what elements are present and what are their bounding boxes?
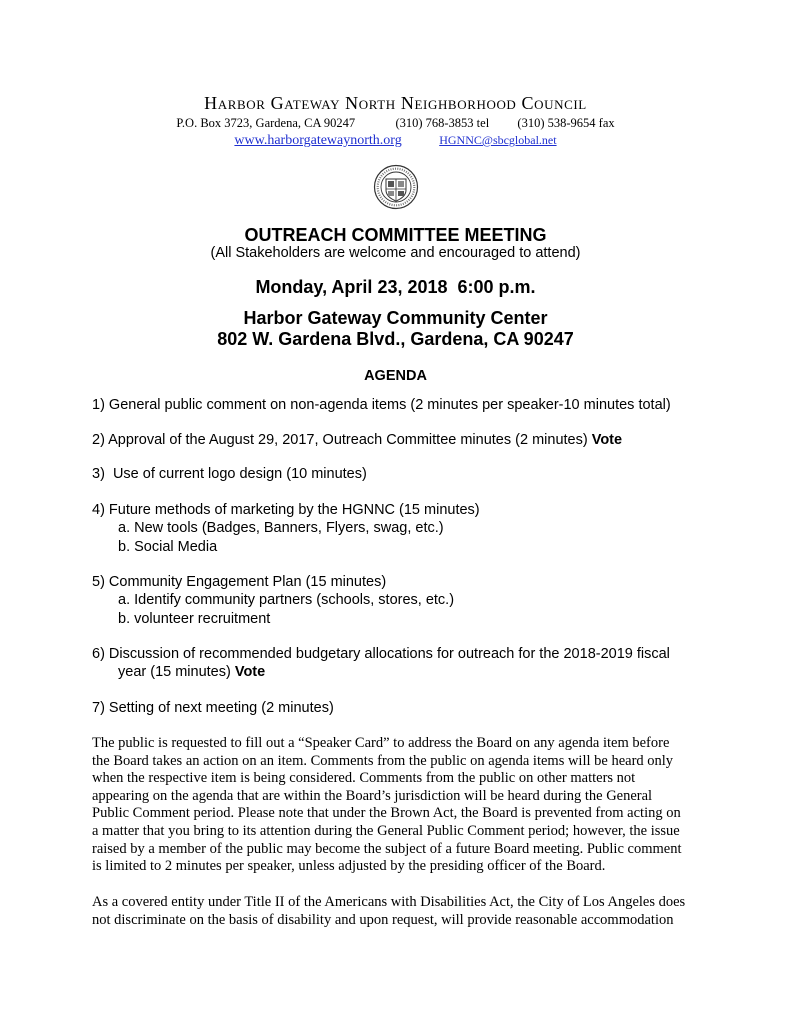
agenda-item-4: 4) Future methods of marketing by the HGNNC (15 minutes) <box>92 502 480 518</box>
venue-address: 802 W. Gardena Blvd., Gardena, CA 90247 <box>217 329 574 349</box>
ada-line: As a covered entity under Title II of the Americans with Disabilities Act, the City of Los Angeles does <box>92 894 686 910</box>
agenda-item-1: 1) General public comment on non-agenda items (2 minutes per speaker-10 minutes total) <box>92 397 671 413</box>
agenda-item-5b: b. volunteer recruitment <box>118 611 271 627</box>
email-link[interactable]: HGNNC@sbcglobal.net <box>439 133 557 147</box>
agenda-item-6-cont <box>118 664 265 680</box>
agenda-item-7: 7) Setting of next meeting (2 minutes) <box>92 700 334 716</box>
agenda-item-6: 6) Discussion of recommended budgetary allocations for outreach for the 2018-2019 fiscal <box>92 646 670 662</box>
notice-line: the Board takes an action on an item. Comments from the public on agenda items will be heard only <box>92 752 674 769</box>
notice-line: is limited to 2 minutes per speaker, unless adjusted by the presiding officer of the Board. <box>92 858 606 875</box>
fax: (310) 538-9654 fax <box>517 116 615 130</box>
agenda-item-5: 5) Community Engagement Plan (15 minutes) <box>92 574 387 590</box>
agenda-item-3: 3) Use of current logo design (10 minutes) <box>92 466 367 482</box>
agenda-item-2 <box>92 432 622 448</box>
ada-notice <box>92 894 732 929</box>
notice-line: raised by a member of the public may become the subject of a future Board meeting. Public comment <box>92 840 682 857</box>
public-comment-notice <box>92 735 732 876</box>
notice-line: appearing on the agenda that are within the Board’s jurisdiction will be heard during the General <box>92 787 653 804</box>
notice-line: when the respective item is being considered. Comments from the public on other matters not <box>92 770 636 787</box>
notice-line: The public is requested to fill out a “Speaker Card” to address the Board on any agenda item before <box>92 735 670 751</box>
contact-line <box>0 116 791 131</box>
notice-line: Public Comment period. Please note that under the Brown Act, the Board is prevented from acting on <box>92 805 681 822</box>
agenda-heading: AGENDA <box>364 368 427 384</box>
agenda-item-2-text: 2) Approval of the August 29, 2017, Outreach Committee minutes (2 minutes) <box>92 432 592 448</box>
meeting-subtitle: (All Stakeholders are welcome and encouraged to attend) <box>210 245 581 261</box>
ada-line: not discriminate on the basis of disability and upon request, will provide reasonable accommodation <box>92 911 674 928</box>
phone: (310) 768-3853 tel <box>395 116 490 130</box>
website-link[interactable]: www.harborgatewaynorth.org <box>234 133 402 148</box>
venue-name: Harbor Gateway Community Center <box>243 308 548 328</box>
agenda-item-4b: b. Social Media <box>118 539 218 555</box>
meeting-title: OUTREACH COMMITTEE MEETING <box>244 225 547 245</box>
org-name: Harbor Gateway North Neighborhood Council <box>204 93 587 113</box>
notice-line: a matter that you bring to its attention during the General Public Comment period; however, the issue <box>92 822 680 839</box>
agenda-item-5a: a. Identify community partners (schools, stores, etc.) <box>118 592 455 608</box>
po-box: P.O. Box 3723, Gardena, CA 90247 <box>176 116 356 130</box>
vote-label: Vote <box>591 432 623 448</box>
city-seal-icon <box>373 164 419 210</box>
agenda-item-6-text: year (15 minutes) <box>118 664 235 680</box>
agenda-item-4a: a. New tools (Badges, Banners, Flyers, swag, etc.) <box>118 520 444 536</box>
links-line <box>0 133 791 149</box>
vote-label: Vote <box>234 664 266 680</box>
meeting-date: Monday, April 23, 2018 6:00 p.m. <box>255 277 536 297</box>
